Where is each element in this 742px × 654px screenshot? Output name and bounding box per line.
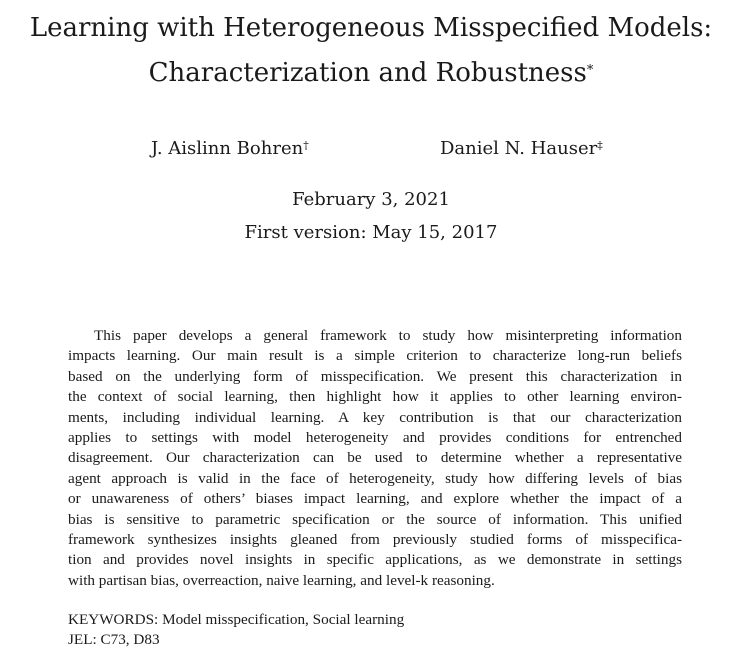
paper-date: February 3, 2021 [292, 189, 450, 210]
author-1-name: J. Aislinn Bohren [151, 138, 304, 159]
abstract [68, 326, 682, 591]
author-1 [151, 138, 309, 160]
paper-title-line-2-text: Characterization and Robustness [148, 58, 587, 88]
author-2-footnote-mark: ‡ [597, 139, 603, 152]
paper-title-line-1 [0, 13, 742, 43]
author-2 [440, 138, 603, 160]
abstract-line: disagreement. Our characterization can be used to determine whether a representative [68, 449, 682, 467]
jel-codes: JEL: C73, D83 [68, 631, 160, 648]
paper-title-line-1-text: Learning with Heterogeneous Misspecified Models: [29, 13, 713, 43]
abstract-line: impacts learning. Our main result is a simple criterion to characterize long-run beliefs [68, 347, 682, 365]
abstract-line: This paper develops a general framework to study how misinterpreting information [94, 327, 682, 344]
abstract-line: agent approach is valid in the face of heterogeneity, study how differing levels of bias [68, 469, 682, 487]
abstract-line: ments, including individual learning. A key contribution is that our characterization [68, 408, 682, 426]
abstract-line: with partisan bias, overreaction, naive learning, and level-k reasoning. [68, 571, 495, 589]
abstract-line: tion and provides novel insights in specific applications, as we demonstrate in settings [68, 551, 682, 569]
abstract-line: based on the underlying form of misspecification. We present this characterization in [68, 367, 682, 385]
author-1-footnote-mark: † [303, 139, 309, 152]
keywords: KEYWORDS: Model misspecification, Social learning [68, 611, 405, 628]
title-footnote-mark: * [586, 63, 594, 78]
abstract-line: bias is sensitive to parametric specification or the source of information. This unified [68, 510, 682, 528]
paper-title-line-2 [0, 58, 742, 88]
abstract-line: the context of social learning, then highlight how it applies to other learning environ- [68, 388, 682, 406]
author-2-name: Daniel N. Hauser [440, 138, 598, 159]
abstract-line: framework synthesizes insights gleaned from previously studied forms of misspecifica- [68, 530, 682, 548]
abstract-line: or unawareness of others’ biases impact learning, and explore whether the impact of a [68, 490, 682, 508]
abstract-line: applies to settings with model heterogeneity and provides conditions for entrenched [68, 428, 682, 446]
first-version-date: First version: May 15, 2017 [244, 222, 498, 243]
